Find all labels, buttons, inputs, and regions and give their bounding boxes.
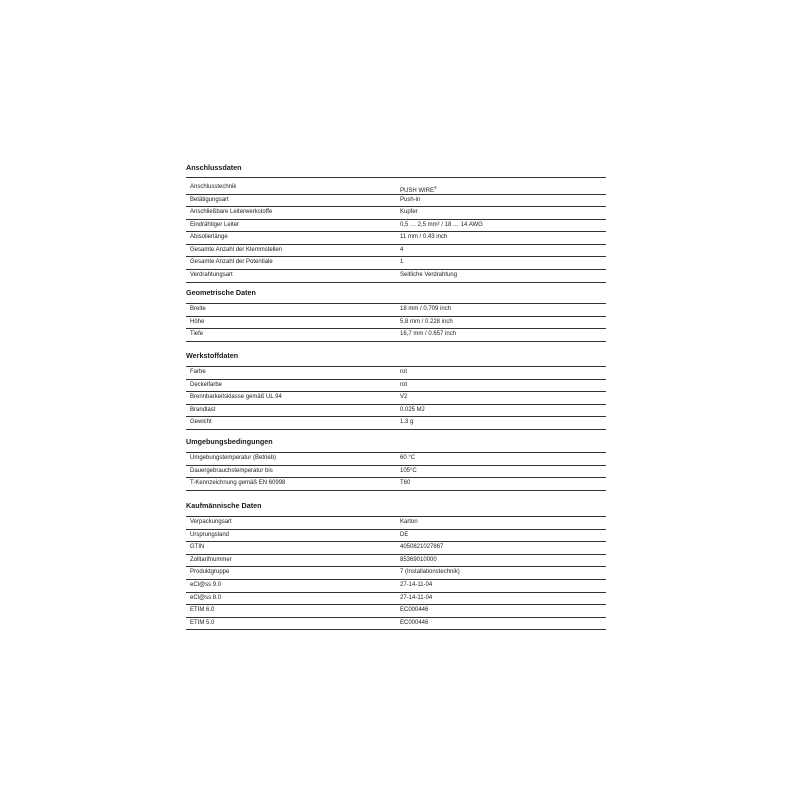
row-label: Verpackungsart	[190, 519, 232, 525]
row-label: Abisolierlänge	[190, 234, 228, 241]
row-value: 0,5 … 2,5 mm² / 18 … 14 AWG	[400, 221, 483, 228]
section-title-geometrische-daten: Geometrische Daten	[186, 288, 256, 297]
row-value: 4050821027867	[400, 544, 444, 551]
row-value: Kupfer	[400, 209, 418, 216]
table-row	[186, 329, 606, 342]
row-label: ETIM 5.0	[190, 619, 215, 626]
row-value: DE	[400, 531, 409, 538]
table-row	[186, 220, 606, 233]
row-value: 105°C	[400, 467, 417, 474]
row-value: Karton	[400, 519, 418, 525]
row-value: 60 °C	[400, 455, 416, 461]
row-label: Gesamte Anzahl der Klemmstellen	[190, 246, 283, 253]
row-label: Verdrahtungsart	[190, 272, 233, 279]
row-value: 27-14-11-04	[400, 594, 433, 601]
row-label: Dauergebrauchstemperatur bis	[190, 467, 273, 474]
row-value-text: PUSH WIRE	[400, 188, 435, 194]
row-value: Seitliche Verdrahtung	[400, 272, 458, 279]
table-row	[186, 232, 606, 245]
table-row	[186, 555, 606, 568]
row-value: T60	[400, 480, 411, 487]
table-row	[186, 466, 606, 479]
table-row	[186, 195, 606, 208]
table-row	[186, 178, 606, 195]
table-row	[186, 317, 606, 330]
row-label: Farbe	[190, 369, 206, 375]
table-row	[186, 453, 606, 466]
row-label: Deckelfarbe	[190, 381, 223, 388]
row-label: Breite	[190, 306, 206, 312]
row-value: 7 (Installationstechnik)	[400, 569, 460, 576]
row-value: 4	[400, 246, 404, 253]
registered-mark: ®	[434, 185, 437, 190]
row-label: GTIN	[190, 544, 205, 551]
row-value: 85369010000	[400, 556, 437, 563]
row-value: 0.025 MJ	[400, 406, 425, 413]
row-label: eCl@ss 9.0	[190, 581, 222, 588]
table-werkstoffdaten	[186, 366, 606, 430]
row-label: Eindrähtiger Leiter	[190, 221, 240, 228]
row-label: ETIM 6.0	[190, 607, 215, 614]
table-row	[186, 593, 606, 606]
table-row	[186, 580, 606, 593]
table-geometrische-daten	[186, 303, 606, 342]
section-title-werkstoffdaten: Werkstoffdaten	[186, 351, 239, 360]
table-row	[186, 245, 606, 258]
row-value: Push-in	[400, 196, 421, 203]
table-row	[186, 478, 606, 491]
section-title-umgebungsbedingungen: Umgebungsbedingungen	[186, 437, 273, 446]
table-anschlussdaten	[186, 177, 606, 283]
table-row	[186, 270, 606, 283]
row-label: Zolltarifnummer	[190, 556, 232, 563]
table-row	[186, 405, 606, 418]
row-label: Produktgruppe	[190, 569, 230, 576]
row-value: 27-14-11-04	[400, 581, 433, 588]
row-label: Gesamte Anzahl der Potentiale	[190, 259, 273, 266]
row-value: EC000446	[400, 619, 429, 626]
table-row	[186, 304, 606, 317]
table-row	[186, 517, 606, 530]
row-label: Höhe	[190, 318, 205, 325]
row-value: 1	[400, 259, 404, 266]
table-row	[186, 417, 606, 430]
table-row	[186, 530, 606, 543]
row-value: V2	[400, 394, 408, 401]
section-title-kaufmaennische-daten: Kaufmännische Daten	[186, 501, 262, 510]
row-value: 11 mm / 0.43 inch	[400, 234, 448, 241]
table-row	[186, 380, 606, 393]
row-value: rot	[400, 369, 408, 375]
row-value: 5,8 mm / 0.228 inch	[400, 318, 453, 325]
row-value: 16,7 mm / 0.657 inch	[400, 331, 457, 338]
section-title-anschlussdaten: Anschlussdaten	[186, 163, 242, 172]
row-label: eCl@ss 8.0	[190, 594, 222, 601]
row-label: T-Kennzeichnung gemäß EN 60998	[190, 480, 286, 487]
table-row	[186, 367, 606, 380]
row-label: Gewicht	[190, 419, 212, 426]
row-label: Ursprungsland	[190, 531, 230, 538]
row-value: EC000446	[400, 607, 429, 614]
table-row	[186, 567, 606, 580]
table-row	[186, 392, 606, 405]
table-row	[186, 605, 606, 618]
row-value: rot	[400, 381, 408, 388]
table-row	[186, 257, 606, 270]
row-label: Brennbarkeitsklasse gemäß UL 94	[190, 394, 282, 401]
row-label: Tiefe	[190, 331, 204, 338]
table-umgebungsbedingungen	[186, 452, 606, 491]
row-label: Anschlusstechnik	[190, 184, 237, 190]
row-label: Betätigungsart	[190, 196, 229, 203]
row-label: Anschließbare Leiterwerkstoffe	[190, 209, 273, 216]
row-value: 18 mm / 0.709 inch	[400, 306, 452, 312]
row-value: 1.3 g	[400, 419, 414, 426]
row-label: Umgebungstemperatur (Betrieb)	[190, 455, 277, 461]
table-row	[186, 542, 606, 555]
row-label: Brandlast	[190, 406, 216, 413]
table-row	[186, 618, 606, 631]
table-kaufmaennische-daten	[186, 516, 606, 630]
table-row	[186, 207, 606, 220]
